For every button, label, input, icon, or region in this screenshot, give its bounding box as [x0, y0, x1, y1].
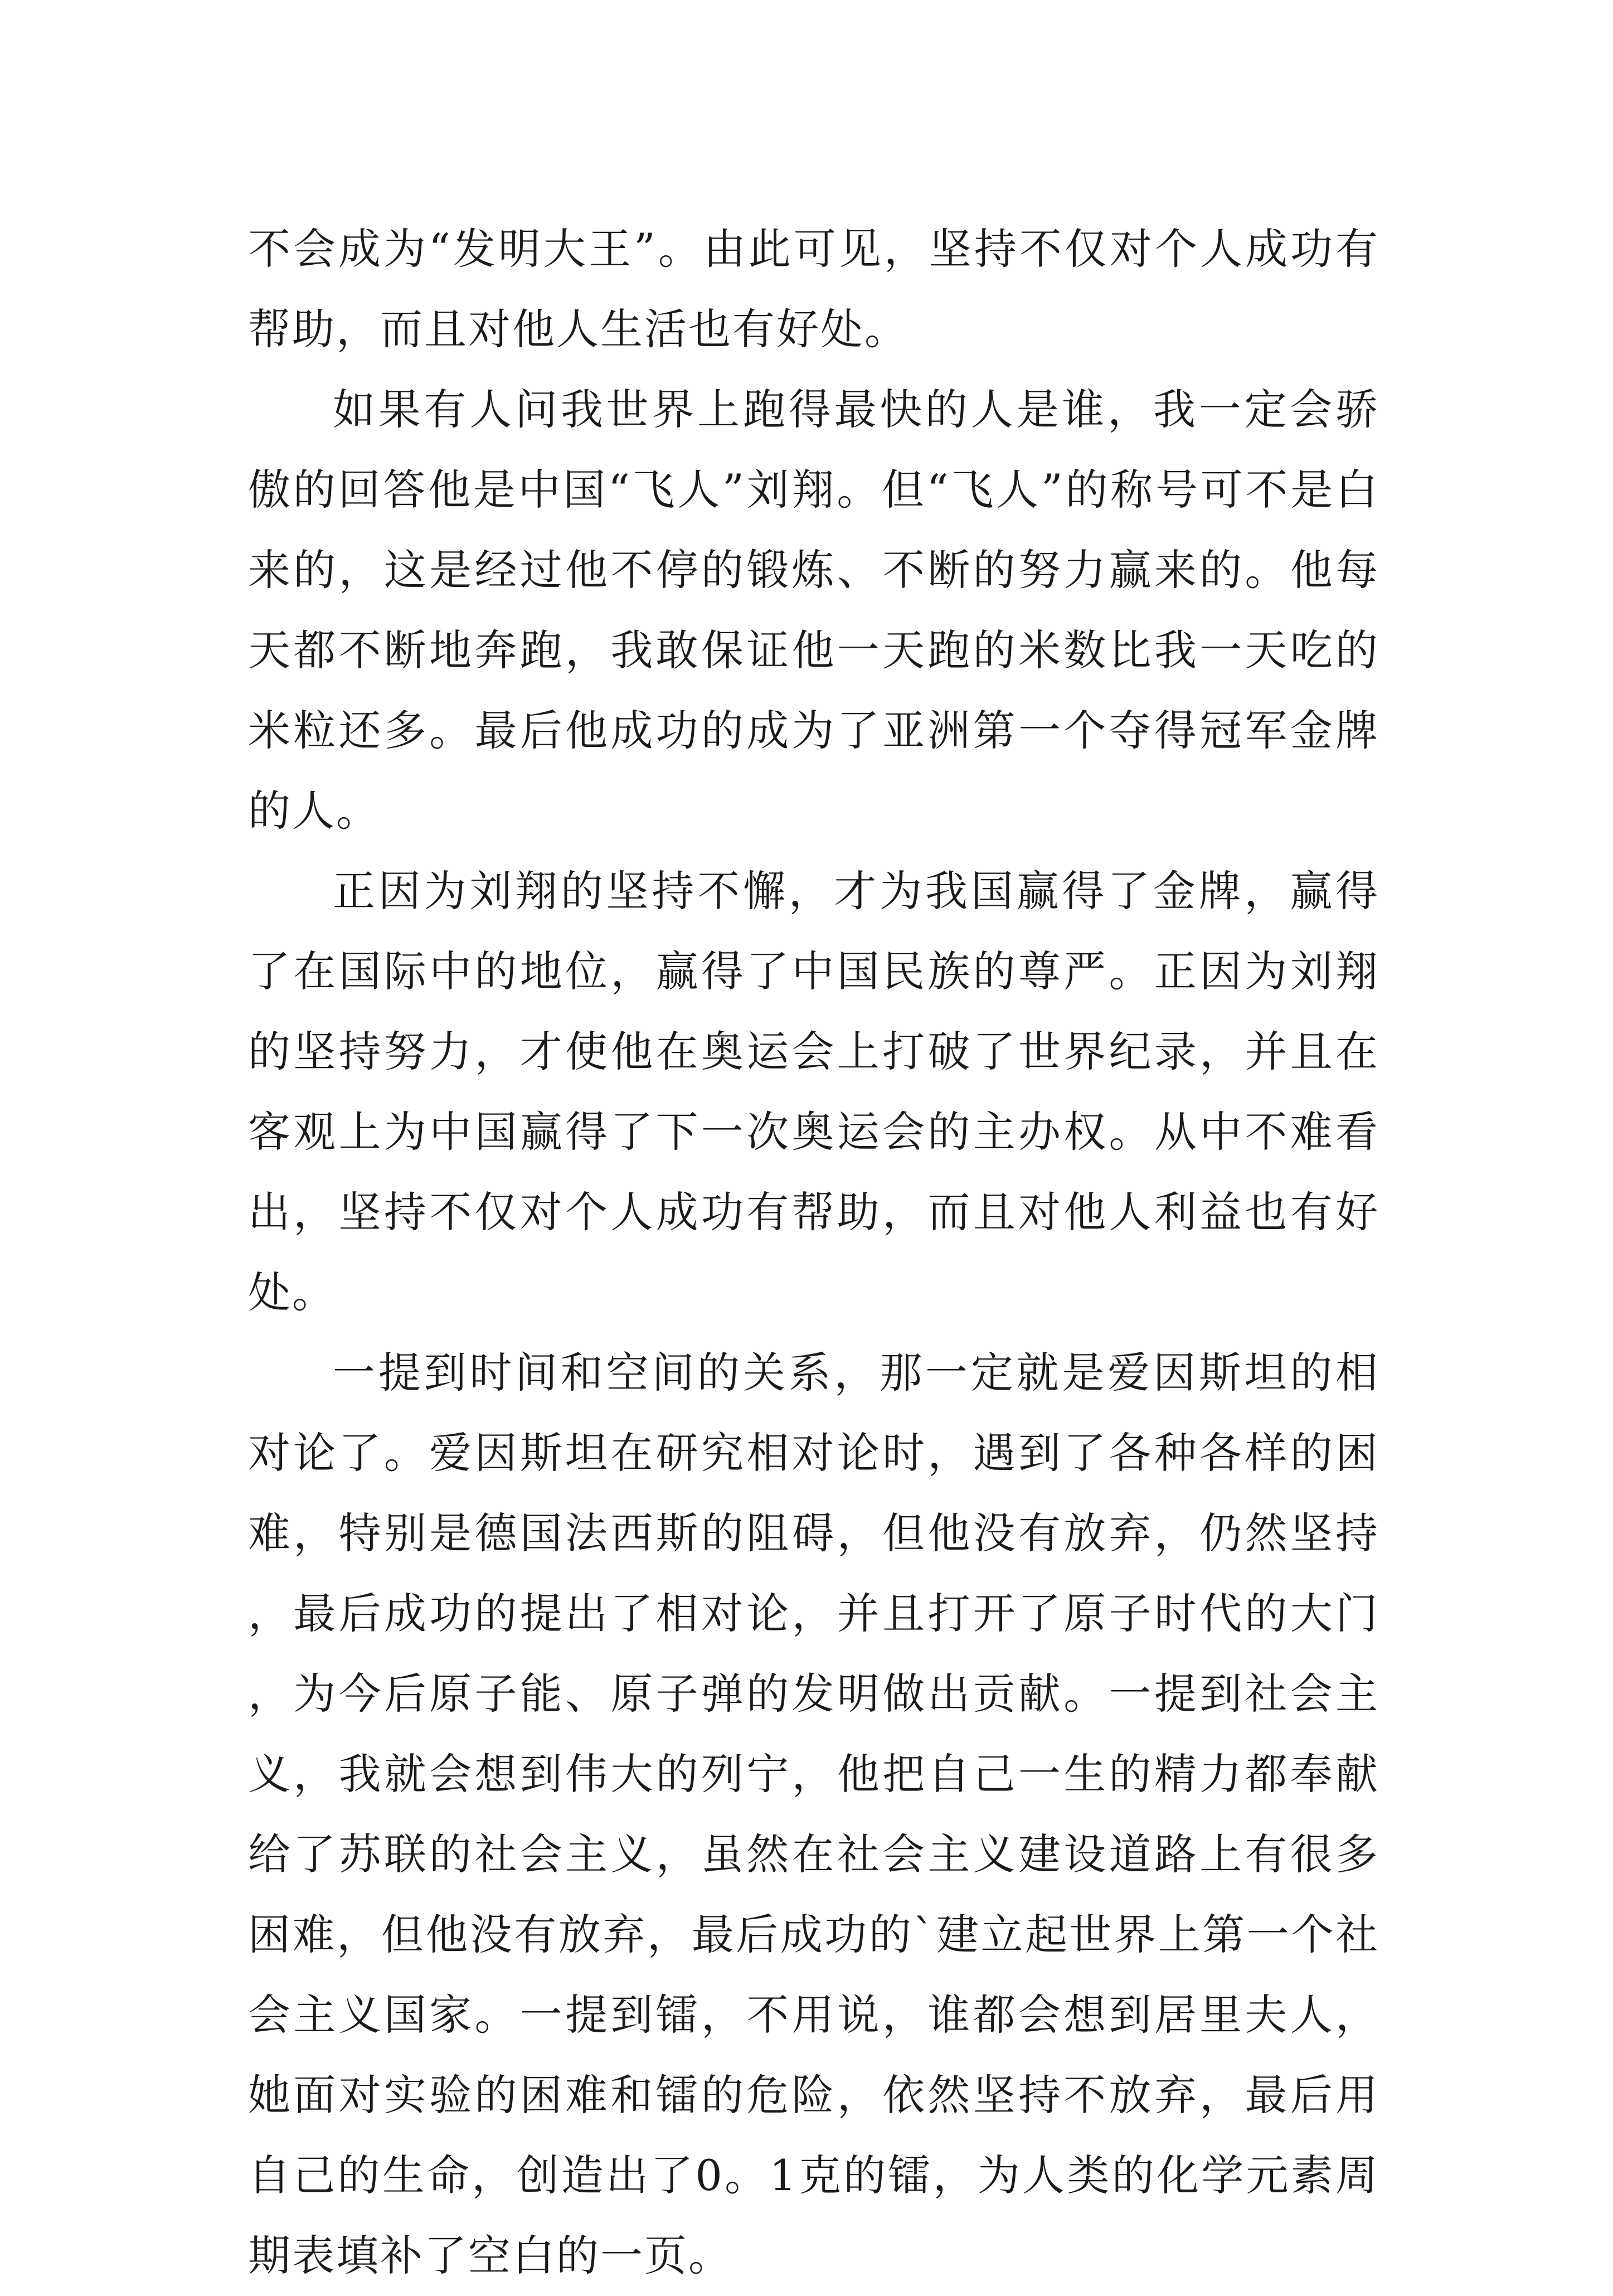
paragraph-3: 正因为刘翔的坚持不懈，才为我国赢得了金牌，赢得了在国际中的地位，赢得了中国民族的尊严。正因为刘翔的坚持努力，才使他在奥运会上打破了世界纪录，并且在客观上为中国赢得了下一次奥运会的主办权。从中不难看出，坚持不仅对个人成功有帮助，而且对他人利益也有好处。: [248, 866, 1379, 1317]
paragraph-2: 如果有人问我世界上跑得最快的人是谁，我一定会骄傲的回答他是中国“飞人”刘翔。但“飞人”的称号可不是白来的，这是经过他不停的锻炼、不断的努力赢来的。他每天都不断地奔跑，我敢保证他一天跑的米数比我一天吃的米粒还多。最后他成功的成为了亚洲第一个夺得冠军金牌的人。: [248, 385, 1379, 836]
body-text: [248, 209, 1379, 2296]
paragraph-1: 不会成为“发明大王”。由此可见，坚持不仅对个人成功有帮助，而且对他人生活也有好处。: [248, 224, 1379, 354]
paragraph-4: 一提到时间和空间的关系，那一定就是爱因斯坦的相对论了。爱因斯坦在研究相对论时，遇到了各种各样的困难，特别是德国法西斯的阻碍，但他没有放弃，仍然坚持，最后成功的提出了相对论，并且打开了原子时代的大门，为今后原子能、原子弹的发明做出贡献。一提到社会主义，我就会想到伟大的列宁，他把自己一生的精力都奉献给了苏联的社会主义，虽然在社会主义建设道路上有很多困难，但他没有放弃，最后成功的`建立起世界上第一个社会主义国家。一提到镭，不用说，谁都会想到居里夫人，她面对实验的困难和镭的危险，依然坚持不放弃，最后用自己的生命，创造出了0。1克的镭，为人类的化学元素周期表填补了空白的一页。: [248, 1348, 1379, 2280]
